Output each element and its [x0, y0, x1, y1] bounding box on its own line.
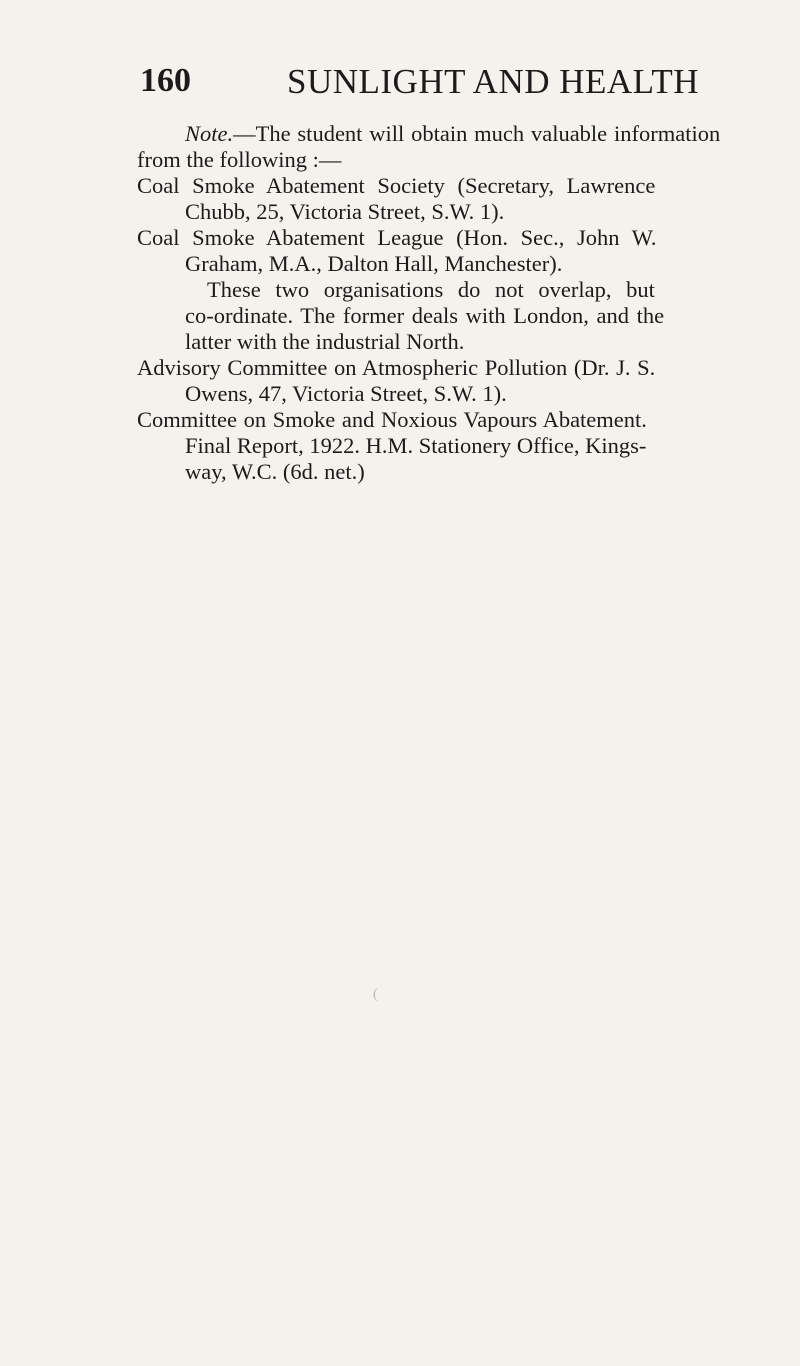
entry-1-line-1 — [137, 173, 787, 199]
paragraph-line-3 — [137, 329, 787, 355]
entry-4-line-1-text: Committee on Smoke and Noxious Vapours Abatement. — [137, 407, 647, 432]
entry-2-line-1 — [137, 225, 787, 251]
note-label: Note. — [185, 121, 234, 146]
entry-3-line-2 — [137, 381, 787, 407]
note-line-2 — [137, 147, 787, 173]
entry-2-line-1-text: Coal Smoke Abatement League (Hon. Sec., John W. — [137, 225, 657, 250]
note-line-1-text: —The student will obtain much valuable information — [233, 121, 721, 146]
page-number: 160 — [140, 62, 191, 99]
paragraph-line-2 — [137, 303, 787, 329]
entry-2-line-2-text: Graham, M.A., Dalton Hall, Manchester). — [185, 251, 563, 276]
entry-4-line-3-text: way, W.C. (6d. net.) — [185, 459, 365, 484]
entry-1-line-2 — [137, 199, 787, 225]
entry-1-line-2-text: Chubb, 25, Victoria Street, S.W. 1). — [185, 199, 505, 224]
entry-4-line-3 — [137, 459, 787, 485]
note-line-2-text: from the following :— — [137, 147, 342, 172]
stray-mark: ( — [373, 987, 378, 1002]
running-head — [140, 62, 700, 112]
entry-3-line-1 — [137, 355, 787, 381]
entry-4-line-2-text: Final Report, 1922. H.M. Stationery Office, Kings- — [185, 433, 647, 458]
paragraph-line-1 — [137, 277, 787, 303]
paragraph-line-3-text: latter with the industrial North. — [185, 329, 465, 354]
note-line-1 — [137, 121, 787, 147]
paragraph-line-2-text: co-ordinate. The former deals with London, and the — [185, 303, 665, 328]
paragraph-line-1-text: These two organisations do not overlap, but — [207, 277, 655, 302]
entry-4-line-1 — [137, 407, 787, 433]
note-section — [137, 121, 787, 485]
entry-3-line-2-text: Owens, 47, Victoria Street, S.W. 1). — [185, 381, 507, 406]
entry-3-line-1-text: Advisory Committee on Atmospheric Pollution (Dr. J. S. — [137, 355, 656, 380]
entry-1-line-1-text: Coal Smoke Abatement Society (Secretary, Lawrence — [137, 173, 656, 198]
entry-4-line-2 — [137, 433, 787, 459]
running-title: SUNLIGHT AND HEALTH — [287, 62, 699, 101]
entry-2-line-2 — [137, 251, 787, 277]
